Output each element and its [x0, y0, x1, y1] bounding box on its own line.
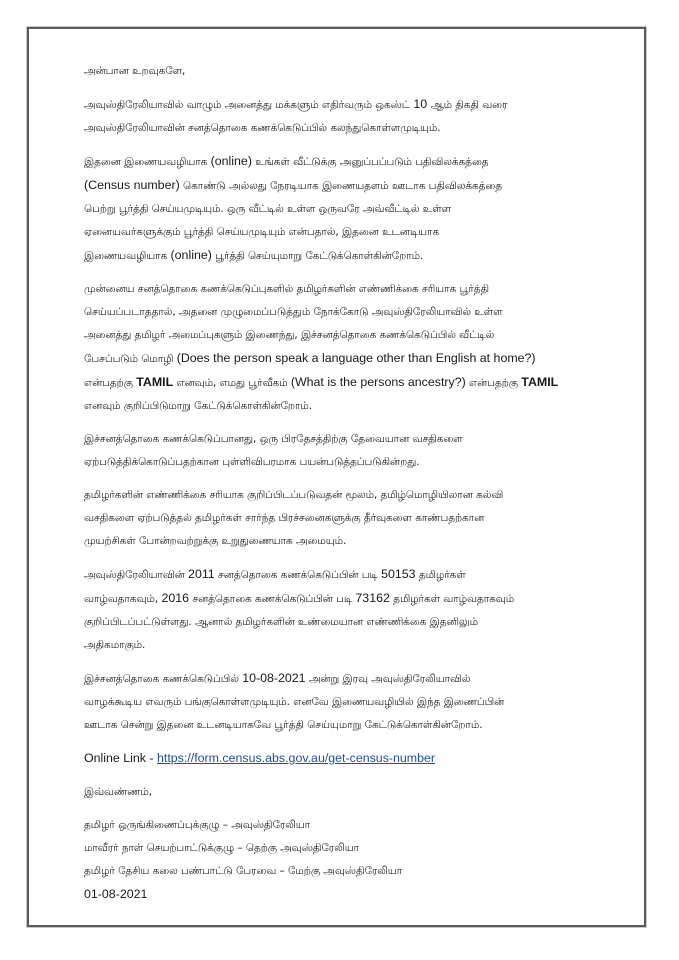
p3-text: என்பதற்கு: [465, 377, 522, 389]
p2-line-5: [84, 244, 594, 268]
online-link-line: [84, 747, 594, 771]
signature-block: [84, 814, 594, 906]
p3-english: (Does the person speak a language other than English at home?): [176, 351, 536, 365]
p2-english: (online): [210, 154, 252, 168]
p7-line-2: வாழக்கூடிய எவரும் பங்குகொள்ளமுடியும். எனவே இணையவழியில் இந்த இணைப்பின்: [84, 696, 505, 708]
online-link-row: [84, 747, 594, 771]
p2-text: கொண்டு அல்லது நேரடியாக இணையதளம் ஊடாக பதிவிலக்கத்தை: [179, 180, 503, 192]
p3-text: பேசப்படும் மொழி: [84, 353, 177, 365]
paragraph-7: [84, 667, 594, 737]
p2-line-2: [84, 174, 594, 198]
p6-line-4: அதிகமாகும்.: [84, 639, 146, 651]
p6-line-1: [84, 563, 594, 587]
salutation-text: அன்பான உறவுகளே,: [84, 65, 186, 77]
p1-line-2: அவுஸ்திரேலியாவின் சனத்தொகை கணக்கெடுப்பில் கலந்துகொள்ளமுடியும்.: [84, 122, 441, 134]
p7-line-3: ஊடாக சென்று இதனை உடனடியாகவே பூர்த்தி செய்யுமாறு கேட்டுக்கொள்கின்றோம்.: [84, 719, 483, 731]
closing-text: இவ்வண்ணம்,: [84, 786, 153, 798]
p3-line-2: செய்யப்படாததால், அதனை முழுமைப்படுத்தும் நோக்கோடு அவுஸ்திரேலியாவில் உள்ள: [84, 306, 503, 318]
paragraph-4: [84, 428, 594, 474]
p7-line-1: [84, 667, 594, 691]
p5-line-1: தமிழர்களின் எண்ணிக்கை சரியாக குறிப்பிடப்படுவதன் மூலம், தமிழ்மொழியிலான கல்வி: [84, 489, 504, 501]
p3-english: (What is the persons ancestry?): [290, 375, 466, 389]
p6-text: சனத்தொகை கணக்கெடுப்பின் படி: [189, 593, 356, 605]
p1-number: 10: [413, 97, 428, 111]
p6-text: தமிழர்கள்: [415, 569, 466, 581]
paragraph-5: [84, 484, 594, 553]
tamil-bold: TAMIL: [521, 375, 559, 389]
online-link-label: Online Link -: [84, 751, 158, 765]
p6-text: வாழ்வதாகவும்,: [84, 593, 162, 605]
p2-line-3: பெற்று பூர்த்தி செய்யமுடியும். ஒரு வீட்டில் உள்ள ஒருவரே அவ்வீட்டில் உள்ள: [84, 203, 451, 215]
p2-line-4: ஏனையவர்களுக்கும் பூர்த்தி செய்யமுடியும் என்பதால், இதனை உடனடியாக: [84, 226, 440, 238]
p1-text: அவுஸ்திரேலியாவில் வாழும் அனைத்து மக்களும் எதிர்வரும் ஒகஸ்ட்: [84, 99, 414, 111]
p6-year: 2011: [188, 567, 215, 581]
p1-text: ஆம் திகதி வரை: [427, 99, 508, 111]
p3-line-5: [84, 371, 594, 395]
census-link[interactable]: https://form.census.abs.gov.au/get-census-number: [157, 751, 436, 765]
paragraph-2: [84, 150, 594, 268]
p2-text: பூர்த்தி செய்யுமாறு கேட்டுக்கொள்கின்றோம்.: [211, 250, 424, 262]
letter-date: 01-08-2021: [84, 887, 148, 901]
p3-line-3: அனைத்து தமிழர் அமைப்புகளும் இணைந்து, இச்சனத்தொகை கணக்கெடுப்பில் வீட்டில்: [84, 329, 495, 341]
p2-text: இணையவழியாக: [84, 250, 171, 262]
p3-line-6: எனவும் குறிப்பிடுமாறு கேட்டுக்கொள்கின்றோம்.: [84, 400, 313, 412]
p6-number: 73162: [355, 591, 390, 605]
signatory: தமிழர் ஒருங்கிணைப்புக்குழு – அவுஸ்திரேலியா: [84, 819, 311, 831]
salutation: [84, 60, 594, 83]
p6-text: சனத்தொகை கணக்கெடுப்பின் படி: [214, 569, 382, 581]
p4-line-2: ஏற்படுத்திக்கொடுப்பதற்கான புள்ளிவிபரமாக பயன்படுத்தப்படுகின்றது.: [84, 456, 420, 468]
signatory: தமிழர் தேசிய கலை பண்பாட்டு பேரவை – மேற்கு அவுஸ்திரேலியா: [84, 865, 403, 877]
paragraph-6: [84, 563, 594, 657]
p1-line-1: [84, 93, 594, 117]
p2-english: (online): [170, 248, 212, 262]
p5-line-3: முயற்சிகள் போன்றவற்றுக்கு உறுதுணையாக அமையும்.: [84, 535, 347, 547]
p6-line-2: [84, 587, 594, 611]
p6-text: அவுஸ்திரேலியாவின்: [84, 569, 189, 581]
paragraph-1: [84, 93, 594, 140]
p6-line-3: குறிப்பிடப்பட்டுள்ளது. ஆனால் தமிழர்களின் உண்மையான எண்ணிக்கை இதனிலும்: [84, 616, 478, 628]
tamil-bold: TAMIL: [136, 375, 174, 389]
p6-number: 50153: [381, 567, 416, 581]
letter-body: [84, 60, 594, 906]
signatory: மாவீரர் நாள் செயற்பாட்டுக்குழு – தெற்கு அவுஸ்திரேலியா: [84, 842, 360, 854]
p3-text: என்பதற்கு: [84, 377, 137, 389]
p7-text: இச்சனத்தொகை கணக்கெடுப்பில்: [84, 673, 243, 685]
p2-text: உங்கள் வீட்டுக்கு அனுப்பப்படும் பதிவிலக்கத்தை: [251, 156, 489, 168]
p2-line-1: [84, 150, 594, 174]
p6-text: தமிழர்கள் வாழ்வதாகவும்: [389, 593, 515, 605]
p4-line-1: இச்சனத்தொகை கணக்கெடுப்பானது, ஒரு பிரதேசத்திற்கு தேவையான வசதிகளை: [84, 433, 463, 445]
closing: [84, 781, 594, 804]
p7-text: அன்று இரவு அவுஸ்திரேலியாவில்: [305, 673, 471, 685]
p2-text: இதனை இணையவழியாக: [84, 156, 211, 168]
p3-line-4: [84, 347, 594, 371]
p7-date: 10-08-2021: [242, 671, 306, 685]
p6-year: 2016: [161, 591, 190, 605]
p3-line-1: முன்னைய சனத்தொகை கணக்கெடுப்புகளில் தமிழர்களின் எண்ணிக்கை சரியாக பூர்த்தி: [84, 283, 489, 295]
p3-text: எனவும், எமது பூர்வீகம்: [173, 377, 291, 389]
paragraph-3: [84, 278, 594, 418]
p5-line-2: வசதிகளை ஏற்படுத்தல் தமிழர்கள் சார்ந்த பிரச்சனைகளுக்கு தீர்வுகளை காண்பதற்கான: [84, 512, 485, 524]
p2-english: (Census number): [84, 178, 180, 192]
